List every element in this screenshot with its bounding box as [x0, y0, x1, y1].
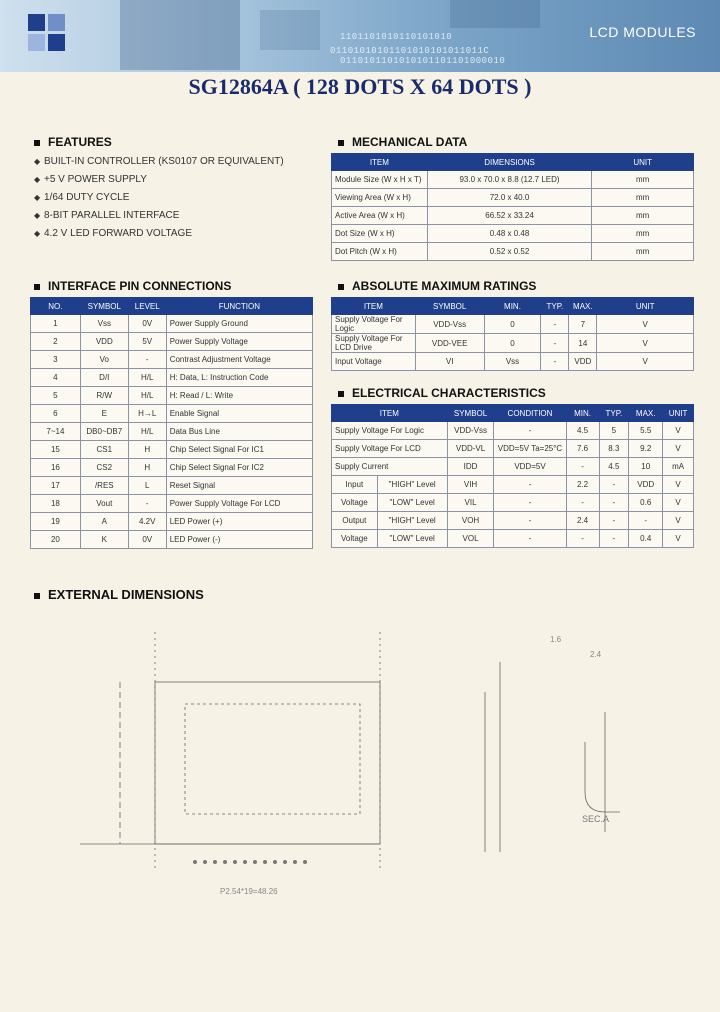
table-cell: mm: [592, 207, 694, 225]
table-cell: 19: [31, 513, 81, 531]
table-cell: D/I: [80, 369, 128, 387]
pitch-label: P2.54*19=48.26: [220, 887, 278, 896]
table-cell: VDD-Vss: [415, 315, 484, 334]
feature-text: +5 V POWER SUPPLY: [44, 174, 147, 185]
table-cell: VDD=5V Ta=25°C: [494, 440, 566, 458]
table-cell: R/W: [80, 387, 128, 405]
table-cell: IDD: [447, 458, 494, 476]
table-header-row: [332, 298, 694, 315]
table-cell: 0.6: [629, 494, 663, 512]
table-cell: 14: [569, 334, 597, 353]
table-cell: Supply Current: [332, 458, 448, 476]
table-cell: LED Power (-): [166, 531, 312, 549]
table-cell: Vss: [484, 353, 541, 371]
table-cell: mm: [592, 171, 694, 189]
table-cell: H/L: [128, 369, 166, 387]
table-cell: H→L: [128, 405, 166, 423]
feature-item: [34, 207, 284, 225]
table-row: [31, 531, 313, 549]
table-cell: "HIGH" Level: [377, 512, 447, 530]
table-cell: 15: [31, 441, 81, 459]
table-row: [31, 441, 313, 459]
table-cell: V: [597, 315, 694, 334]
table-cell: /RES: [80, 477, 128, 495]
bullet-icon: ◆: [34, 211, 41, 220]
table-cell: 4.5: [566, 422, 599, 440]
table-cell: VOL: [447, 530, 494, 548]
table-cell: "LOW" Level: [377, 530, 447, 548]
binary-text: 0110101101010101101101000010: [340, 56, 506, 66]
column-header: UNIT: [597, 298, 694, 315]
viewing-area-outline: [185, 704, 360, 814]
table-cell: CS1: [80, 441, 128, 459]
table-cell: 72.0 x 40.0: [427, 189, 592, 207]
binary-text: 01101010101101010101011011C: [330, 46, 490, 56]
table-cell: 5.5: [629, 422, 663, 440]
column-header: DIMENSIONS: [427, 154, 592, 171]
section-curve: [585, 742, 620, 812]
table-cell: Voltage: [332, 530, 378, 548]
dimension-label: 1.6: [550, 635, 562, 644]
table-cell: 4.2V: [128, 513, 166, 531]
table-cell: -: [128, 351, 166, 369]
table-cell: 0V: [128, 531, 166, 549]
bullet-icon: ◆: [34, 157, 41, 166]
table-cell: V: [663, 494, 694, 512]
absolute-heading: ABSOLUTE MAXIMUM RATINGS: [338, 279, 536, 293]
table-cell: -: [566, 530, 599, 548]
table-cell: VOH: [447, 512, 494, 530]
table-cell: Dot Size (W x H): [332, 225, 428, 243]
table-cell: CS2: [80, 459, 128, 477]
table-row: [332, 334, 694, 353]
table-row: [31, 513, 313, 531]
table-cell: V: [663, 476, 694, 494]
table-row: [332, 189, 694, 207]
table-cell: -: [599, 530, 629, 548]
table-cell: VDD-VL: [447, 440, 494, 458]
feature-item: [34, 171, 284, 189]
column-header: TYP.: [541, 298, 569, 315]
interface-table: [30, 297, 313, 549]
features-heading: FEATURES: [34, 135, 112, 149]
brand-label: LCD MODULES: [589, 24, 696, 40]
table-cell: Vss: [80, 315, 128, 333]
column-header: UNIT: [592, 154, 694, 171]
module-outline: [155, 682, 380, 844]
table-row: [332, 476, 694, 494]
column-header: ITEM: [332, 154, 428, 171]
table-cell: 6: [31, 405, 81, 423]
table-cell: Power Supply Voltage: [166, 333, 312, 351]
page-title: SG12864A ( 128 DOTS X 64 DOTS ): [188, 74, 532, 99]
table-cell: 1: [31, 315, 81, 333]
table-cell: Output: [332, 512, 378, 530]
column-header: FUNCTION: [166, 298, 312, 315]
table-row: [31, 351, 313, 369]
table-row: [31, 423, 313, 441]
table-cell: 7.6: [566, 440, 599, 458]
table-cell: mm: [592, 243, 694, 261]
table-header-row: [31, 298, 313, 315]
table-row: [332, 353, 694, 371]
table-cell: LED Power (+): [166, 513, 312, 531]
column-header: TYP.: [599, 405, 629, 422]
table-cell: -: [494, 422, 566, 440]
table-cell: Vo: [80, 351, 128, 369]
table-cell: Supply Voltage For Logic: [332, 315, 416, 334]
table-cell: V: [663, 422, 694, 440]
table-cell: VI: [415, 353, 484, 371]
table-header-row: [332, 154, 694, 171]
table-cell: VDD=5V: [494, 458, 566, 476]
table-row: [332, 225, 694, 243]
table-cell: Supply Voltage For LCD Drive: [332, 334, 416, 353]
table-cell: Reset Signal: [166, 477, 312, 495]
table-cell: 0.52 x 0.52: [427, 243, 592, 261]
features-list: [34, 153, 284, 243]
table-cell: 9.2: [629, 440, 663, 458]
circuit-decoration: [260, 10, 320, 50]
section-label: SEC.A: [582, 814, 610, 824]
column-header: LEVEL: [128, 298, 166, 315]
table-cell: V: [663, 530, 694, 548]
table-cell: 0V: [128, 315, 166, 333]
table-cell: VDD: [80, 333, 128, 351]
table-row: [332, 315, 694, 334]
table-cell: -: [494, 494, 566, 512]
column-header: SYMBOL: [415, 298, 484, 315]
table-cell: Enable Signal: [166, 405, 312, 423]
table-row: [332, 494, 694, 512]
table-row: [332, 440, 694, 458]
feature-item: [34, 225, 284, 243]
table-cell: -: [599, 476, 629, 494]
table-cell: VDD-Vss: [447, 422, 494, 440]
table-cell: V: [663, 440, 694, 458]
table-cell: 20: [31, 531, 81, 549]
table-cell: H/L: [128, 387, 166, 405]
table-row: [31, 315, 313, 333]
interface-heading: INTERFACE PIN CONNECTIONS: [34, 279, 231, 293]
table-row: [31, 369, 313, 387]
table-cell: 0: [484, 315, 541, 334]
column-header: UNIT: [663, 405, 694, 422]
table-cell: 7: [569, 315, 597, 334]
column-header: MIN.: [566, 405, 599, 422]
table-cell: 0.48 x 0.48: [427, 225, 592, 243]
table-cell: Contrast Adjustment Voltage: [166, 351, 312, 369]
column-header: MAX.: [629, 405, 663, 422]
table-row: [31, 405, 313, 423]
binary-text: 1101101010110101010: [340, 32, 453, 42]
table-cell: 0.4: [629, 530, 663, 548]
table-cell: 5: [31, 387, 81, 405]
column-header: SYMBOL: [80, 298, 128, 315]
table-cell: 0: [484, 334, 541, 353]
table-cell: mm: [592, 225, 694, 243]
mechanical-heading: MECHANICAL DATA: [338, 135, 467, 149]
table-cell: K: [80, 531, 128, 549]
table-cell: -: [566, 458, 599, 476]
feature-item: [34, 153, 284, 171]
table-cell: Supply Voltage For LCD: [332, 440, 448, 458]
table-cell: 18: [31, 495, 81, 513]
header-banner: [0, 0, 720, 72]
dimension-label: 2.4: [590, 650, 602, 659]
table-cell: 17: [31, 477, 81, 495]
table-cell: H/L: [128, 423, 166, 441]
table-cell: H: Read / L: Write: [166, 387, 312, 405]
table-cell: V: [663, 512, 694, 530]
bullet-icon: ◆: [34, 229, 41, 238]
feature-text: 1/64 DUTY CYCLE: [44, 192, 130, 203]
table-cell: Supply Voltage For Logic: [332, 422, 448, 440]
feature-text: BUILT-IN CONTROLLER (KS0107 OR EQUIVALENT): [44, 156, 284, 167]
column-header: ITEM: [332, 298, 416, 315]
table-row: [31, 495, 313, 513]
table-cell: "HIGH" Level: [377, 476, 447, 494]
table-cell: -: [629, 512, 663, 530]
table-cell: Power Supply Ground: [166, 315, 312, 333]
table-cell: VDD: [569, 353, 597, 371]
column-header: MIN.: [484, 298, 541, 315]
mechanical-table: [331, 153, 694, 261]
table-cell: -: [494, 476, 566, 494]
table-cell: mA: [663, 458, 694, 476]
column-header: ITEM: [332, 405, 448, 422]
table-cell: E: [80, 405, 128, 423]
table-row: [332, 422, 694, 440]
table-cell: Voltage: [332, 494, 378, 512]
table-cell: -: [599, 512, 629, 530]
electrical-table: [331, 404, 694, 548]
table-cell: VIL: [447, 494, 494, 512]
column-header: MAX.: [569, 298, 597, 315]
table-cell: Module Size (W x H x T): [332, 171, 428, 189]
column-header: NO.: [31, 298, 81, 315]
company-logo: [28, 14, 66, 52]
table-cell: V: [597, 353, 694, 371]
table-cell: -: [494, 530, 566, 548]
table-cell: Input: [332, 476, 378, 494]
feature-item: [34, 189, 284, 207]
external-dimensions-drawing: [30, 612, 690, 942]
table-cell: VDD: [629, 476, 663, 494]
table-cell: H: [128, 459, 166, 477]
table-header-row: [332, 405, 694, 422]
table-cell: 93.0 x 70.0 x 8.8 (12.7 LED): [427, 171, 592, 189]
bullet-icon: ◆: [34, 193, 41, 202]
table-cell: 10: [629, 458, 663, 476]
table-cell: A: [80, 513, 128, 531]
table-cell: mm: [592, 189, 694, 207]
table-cell: Dot Pitch (W x H): [332, 243, 428, 261]
table-cell: -: [541, 334, 569, 353]
table-cell: VDD-VEE: [415, 334, 484, 353]
pin-row: [193, 860, 307, 864]
table-cell: 2.2: [566, 476, 599, 494]
table-row: [332, 458, 694, 476]
table-cell: Active Area (W x H): [332, 207, 428, 225]
table-cell: 7~14: [31, 423, 81, 441]
table-cell: Vout: [80, 495, 128, 513]
table-row: [332, 207, 694, 225]
table-row: [332, 243, 694, 261]
table-cell: -: [599, 494, 629, 512]
table-cell: 3: [31, 351, 81, 369]
bullet-icon: ◆: [34, 175, 41, 184]
table-cell: 4: [31, 369, 81, 387]
table-row: [31, 333, 313, 351]
circuit-decoration: [450, 0, 540, 28]
feature-text: 8-BIT PARALLEL INTERFACE: [44, 210, 180, 221]
table-cell: "LOW" Level: [377, 494, 447, 512]
table-cell: Chip Select Signal For IC1: [166, 441, 312, 459]
table-cell: H: [128, 441, 166, 459]
table-row: [31, 459, 313, 477]
table-cell: -: [128, 495, 166, 513]
table-cell: Power Supply Voltage For LCD: [166, 495, 312, 513]
table-cell: Input Voltage: [332, 353, 416, 371]
table-cell: 5: [599, 422, 629, 440]
table-cell: V: [597, 334, 694, 353]
table-cell: 4.5: [599, 458, 629, 476]
absolute-table: [331, 297, 694, 371]
table-cell: 2.4: [566, 512, 599, 530]
table-cell: 66.52 x 33.24: [427, 207, 592, 225]
electrical-heading: ELECTRICAL CHARACTERISTICS: [338, 386, 546, 400]
table-cell: Viewing Area (W x H): [332, 189, 428, 207]
circuit-decoration: [120, 0, 240, 70]
table-cell: -: [541, 315, 569, 334]
table-row: [332, 530, 694, 548]
table-cell: 16: [31, 459, 81, 477]
column-header: SYMBOL: [447, 405, 494, 422]
feature-text: 4.2 V LED FORWARD VOLTAGE: [44, 228, 192, 239]
table-row: [332, 512, 694, 530]
table-cell: 2: [31, 333, 81, 351]
table-cell: H: Data, L: Instruction Code: [166, 369, 312, 387]
table-row: [31, 477, 313, 495]
table-cell: L: [128, 477, 166, 495]
table-cell: -: [541, 353, 569, 371]
table-cell: Data Bus Line: [166, 423, 312, 441]
table-cell: -: [494, 512, 566, 530]
external-heading: EXTERNAL DIMENSIONS: [34, 587, 204, 602]
table-cell: 8.3: [599, 440, 629, 458]
table-cell: 5V: [128, 333, 166, 351]
table-cell: VIH: [447, 476, 494, 494]
table-row: [332, 171, 694, 189]
table-cell: -: [566, 494, 599, 512]
column-header: CONDITION: [494, 405, 566, 422]
table-cell: DB0~DB7: [80, 423, 128, 441]
table-cell: Chip Select Signal For IC2: [166, 459, 312, 477]
table-row: [31, 387, 313, 405]
